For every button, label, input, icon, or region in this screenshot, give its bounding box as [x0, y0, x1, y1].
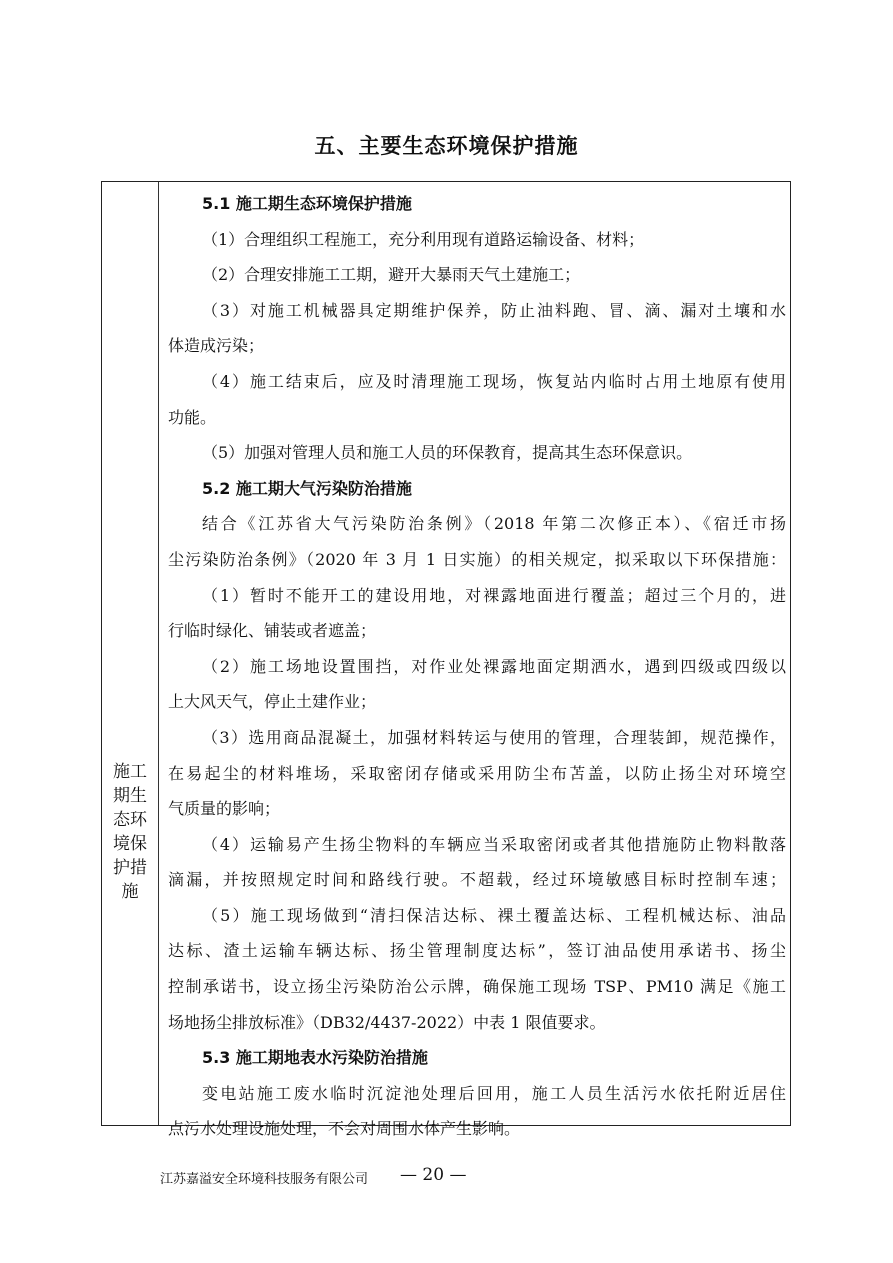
paragraph-line: 体造成污染； [168, 336, 265, 356]
page-title: 五、主要生态环境保护措施 [314, 134, 579, 158]
page-footer [0, 1166, 893, 1190]
row-label-line: 施 [121, 882, 139, 902]
row-label-line: 期生 [113, 786, 147, 806]
paragraph-line: 变电站施工废水临时沉淀池处理后回用，施工人员生活污水依托附近居住 [202, 1083, 786, 1103]
row-label-line: 境保 [113, 834, 147, 854]
paragraph-line: 气质量的影响； [168, 799, 281, 819]
paragraph-line: 结合《江苏省大气污染防治条例》（2018 年第二次修正本）、《宿迁市扬 [202, 514, 786, 534]
paragraph-line: （2）合理安排施工工期，避开大暴雨天气土建施工； [202, 265, 581, 285]
paragraph-line: （4）施工结束后，应及时清理施工现场，恢复站内临时占用土地原有使用 [202, 371, 786, 391]
paragraph-line: （2）施工场地设置围挡，对作业处裸露地面定期洒水，遇到四级或四级以 [202, 656, 786, 676]
paragraph-line: （4）运输易产生扬尘物料的车辆应当采取密闭或者其他措施防止物料散落 [202, 834, 786, 854]
paragraph-line: （1）合理组织工程施工，充分利用现有道路运输设备、材料； [202, 229, 645, 249]
section-heading: 5.2 施工期大气污染防治措施 [202, 478, 412, 498]
page-number: — 20 — [400, 1165, 467, 1185]
row-label [102, 760, 158, 904]
paragraph-line: （5）施工现场做到“清扫保洁达标、裸土覆盖达标、工程机械达标、油品 [202, 905, 786, 925]
paragraph-line: 上大风天气，停止土建作业； [168, 692, 377, 712]
paragraph-line: 尘污染防治条例》（2020 年 3 月 1 日实施）的相关规定，拟采取以下环保措施： [168, 549, 786, 569]
paragraph-line: 行临时绿化、铺装或者遮盖； [168, 621, 377, 641]
footer-company: 江苏嘉溢安全环境科技服务有限公司 [160, 1172, 369, 1187]
section-heading: 5.3 施工期地表水污染防治措施 [202, 1048, 428, 1068]
section-heading: 5.1 施工期生态环境保护措施 [202, 194, 412, 213]
paragraph-line: （3）对施工机械器具定期维护保养，防止油料跑、冒、滴、漏对土壤和水 [202, 300, 786, 320]
paragraph-line: 达标、渣土运输车辆达标、扬尘管理制度达标”，签订油品使用承诺书、扬尘 [168, 941, 786, 961]
paragraph-line: 滴漏，并按照规定时间和路线行驶。不超载，经过环境敏感目标时控制车速； [168, 870, 786, 890]
paragraph-line: 场地扬尘排放标准》（DB32/4437-2022）中表 1 限值要求。 [168, 1012, 606, 1032]
paragraph-line: （5）加强对管理人员和施工人员的环保教育，提高其生态环保意识。 [202, 443, 693, 463]
paragraph-line: （1）暂时不能开工的建设用地，对裸露地面进行覆盖；超过三个月的，进 [202, 585, 786, 605]
measures-table [101, 181, 791, 1139]
paragraph-line: 控制承诺书，设立扬尘污染防治公示牌，确保施工现场 TSP、PM10 满足《施工 [168, 977, 786, 997]
paragraph-line: 点污水处理设施处理，不会对周围水体产生影响。 [168, 1119, 521, 1139]
paragraph-line: 在易起尘的材料堆场，采取密闭存储或采用防尘布苫盖，以防止扬尘对环境空 [168, 763, 786, 783]
paragraph-line: （3）选用商品混凝土，加强材料转运与使用的管理，合理装卸，规范操作， [202, 727, 786, 747]
content-cell [168, 186, 786, 1147]
paragraph-line: 功能。 [168, 407, 217, 427]
row-label-line: 护措 [113, 858, 147, 878]
row-label-cell [102, 182, 159, 1125]
row-label-line: 施工 [113, 762, 147, 782]
row-label-line: 态环 [113, 810, 147, 830]
